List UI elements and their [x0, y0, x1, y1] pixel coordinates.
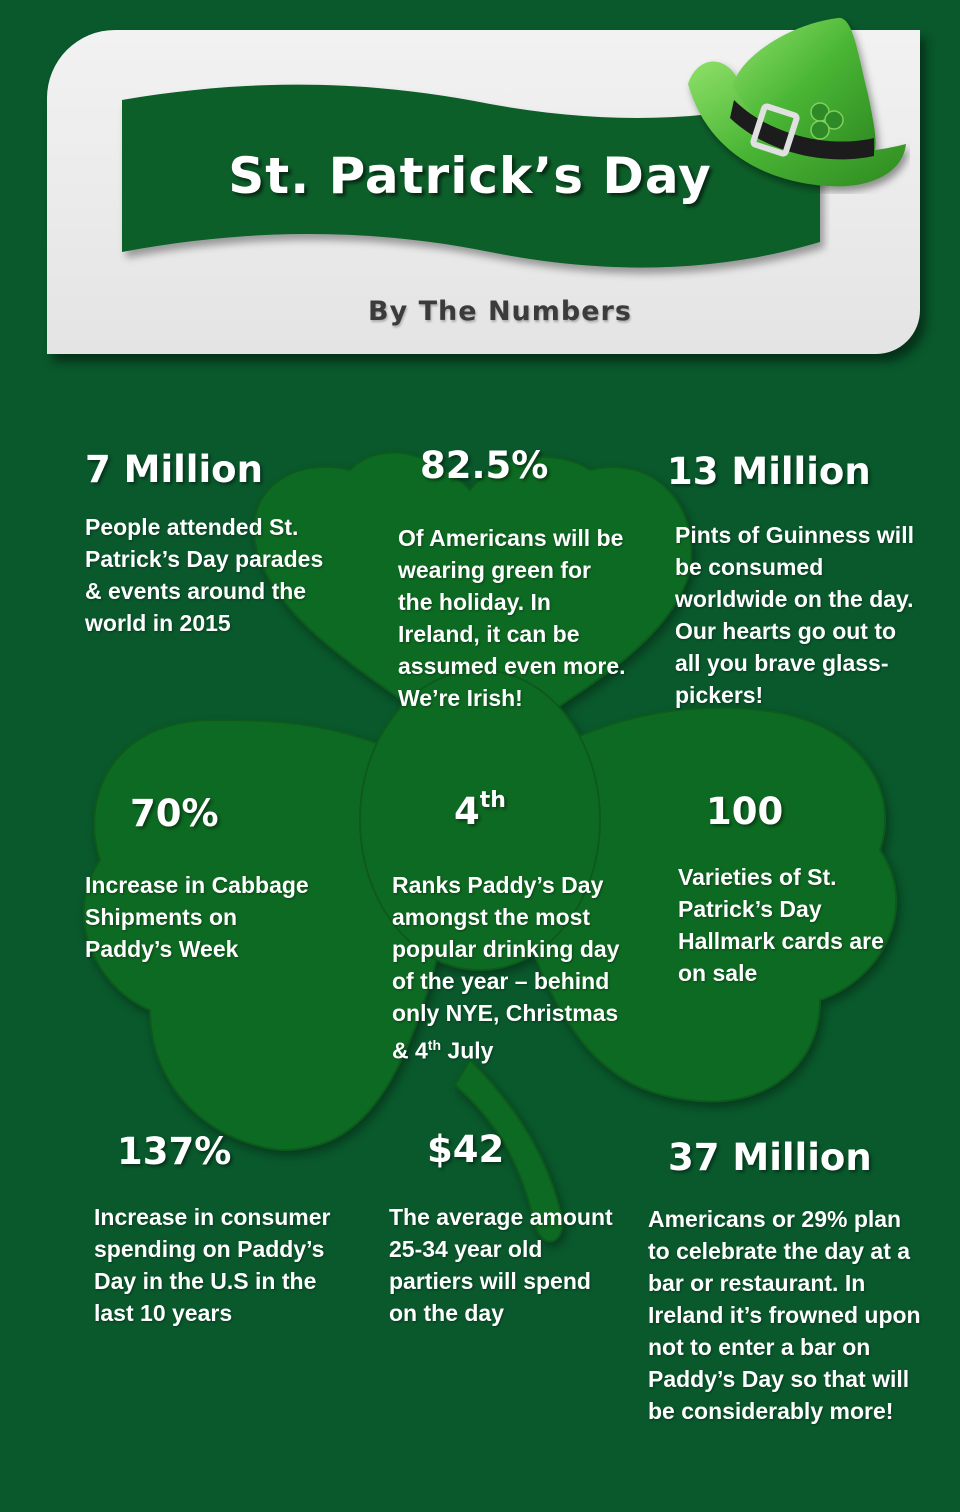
stat-description: People attended St. Patrick’s Day parades & events around the world in 2015 — [85, 514, 324, 636]
stat-100 — [678, 790, 908, 989]
stat-description-suffix: th — [427, 1037, 442, 1053]
stat-7-million — [85, 448, 325, 639]
stat-value-number: 4 — [454, 790, 480, 833]
stat-37-million — [648, 1136, 928, 1427]
stat-82-5-percent — [398, 444, 628, 714]
page-title: St. Patrick’s Day — [228, 147, 712, 205]
stat-description: Increase in Cabbage Shipments on Paddy’s Week — [85, 872, 309, 962]
stat-value — [454, 790, 632, 833]
stat-13-million — [667, 450, 927, 711]
stat-description: Varieties of St. Patrick’s Day Hallmark cards are on sale — [678, 864, 884, 986]
stat-description: The average amount 25-34 year old partiers will spend on the day — [389, 1204, 613, 1326]
stat-value: 7 Million — [85, 448, 263, 491]
stat-value: 37 Million — [668, 1136, 872, 1179]
stat-value: 100 — [706, 790, 784, 833]
stat-description: Increase in consumer spending on Paddy’s Day in the U.S in the last 10 years — [94, 1204, 331, 1326]
stat-description: Americans or 29% plan to celebrate the day at a bar or restaurant. In Ireland it’s frowned upon not to enter a bar on Paddy’s Day so that will be considerably more! — [648, 1206, 921, 1424]
leprechaun-hat-icon — [678, 14, 910, 194]
stat-description-text: Ranks Paddy’s Day amongst the most popular drinking day of the year – behind only NYE, Christmas & 4 — [392, 872, 620, 1064]
stat-value: $42 — [427, 1128, 505, 1171]
stat-42-dollars — [389, 1128, 619, 1329]
stat-value-suffix: th — [479, 788, 506, 813]
stat-value: 70% — [130, 792, 219, 835]
page-subtitle: By The Numbers — [368, 296, 632, 327]
stat-value: 13 Million — [667, 450, 871, 493]
stat-value: 137% — [117, 1130, 232, 1173]
stat-description-end: July — [441, 1037, 494, 1064]
stat-description: Of Americans will be wearing green for the holiday. In Ireland, it can be assumed even more. We’re Irish! — [398, 525, 626, 711]
stat-4th — [392, 790, 632, 1067]
stat-70-percent — [85, 792, 325, 965]
stat-value: 82.5% — [420, 444, 549, 487]
stat-description — [392, 869, 632, 1067]
stat-description: Pints of Guinness will be consumed worldwide on the day. Our hearts go out to all you brave glass- pickers! — [675, 522, 914, 708]
stat-137-percent — [94, 1130, 334, 1329]
